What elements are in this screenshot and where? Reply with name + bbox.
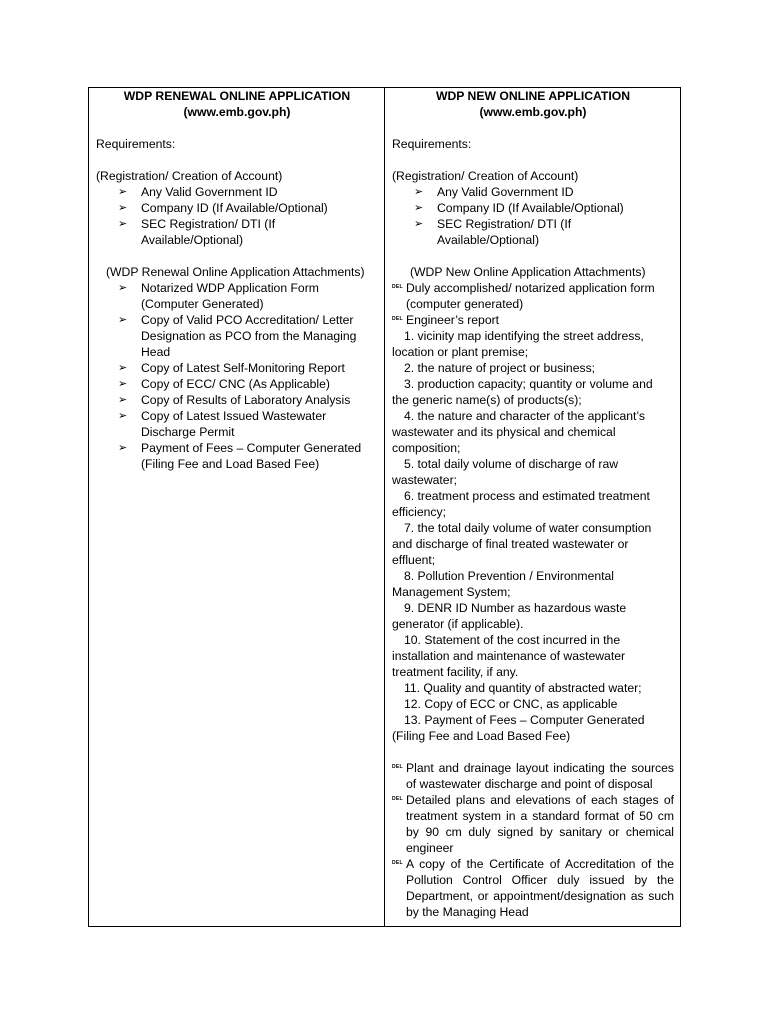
- text-line: location or plant premise;: [392, 345, 529, 359]
- renewal-column: [89, 88, 385, 927]
- numbered-item: [392, 488, 674, 520]
- text-line: (Filing Fee and Load Based Fee): [141, 457, 320, 471]
- del-marker-icon: DEL: [392, 316, 403, 322]
- text-line: Copy of ECC/ CNC (As Applicable): [141, 377, 330, 391]
- text-line: generator (if applicable).: [392, 617, 524, 631]
- text-line: SEC Registration/ DTI (If: [141, 217, 276, 231]
- text-line: Head: [141, 345, 171, 359]
- text-line: Copy of Latest Self-Monitoring Report: [141, 361, 345, 375]
- del-marker-icon: DEL: [392, 796, 403, 802]
- arrow-bullet-icon: ➢: [118, 218, 128, 230]
- text-line: effluent;: [392, 553, 436, 567]
- renewal-attachments-heading: (WDP Renewal Online Application Attachments): [106, 265, 365, 279]
- text-line: 4. the nature and character of the applicant’s: [404, 409, 645, 423]
- renewal-attachments-list: [96, 280, 378, 472]
- text-line: Any Valid Government ID: [437, 185, 574, 199]
- arrow-bullet-icon: ➢: [118, 394, 128, 406]
- text-line: A copy of the Certificate of Accreditation of the: [406, 857, 674, 871]
- new-del-top-list: [392, 280, 674, 328]
- text-line: Discharge Permit: [141, 425, 235, 439]
- text-line: Company ID (If Available/Optional): [437, 201, 624, 215]
- text-line: 7. the total daily volume of water consumption: [404, 521, 652, 535]
- list-item: [118, 216, 378, 248]
- numbered-item: [392, 696, 674, 712]
- text-line: 3. production capacity; quantity or volume and: [404, 377, 653, 391]
- text-line: Available/Optional): [141, 233, 244, 247]
- arrow-bullet-icon: ➢: [118, 378, 128, 390]
- list-item: [414, 200, 674, 216]
- renewal-registration-list: [96, 184, 378, 248]
- text-line: the generic name(s) of products(s);: [392, 393, 582, 407]
- text-line: SEC Registration/ DTI (If: [437, 217, 572, 231]
- arrow-bullet-icon: ➢: [118, 186, 128, 198]
- list-item: [118, 376, 378, 392]
- text-line: composition;: [392, 441, 461, 455]
- text-line: 5. total daily volume of discharge of raw: [404, 457, 619, 471]
- numbered-item: [392, 632, 674, 680]
- arrow-bullet-icon: ➢: [414, 218, 424, 230]
- text-line: Company ID (If Available/Optional): [141, 201, 328, 215]
- text-line: Copy of Valid PCO Accreditation/ Letter: [141, 313, 354, 327]
- text-line: Copy of Results of Laboratory Analysis: [141, 393, 351, 407]
- arrow-bullet-icon: ➢: [118, 362, 128, 374]
- new-column: [385, 88, 681, 927]
- numbered-item: [392, 360, 674, 376]
- text-line: and discharge of final treated wastewater or: [392, 537, 629, 551]
- list-item: [118, 360, 378, 376]
- list-item: [118, 200, 378, 216]
- text-line: 2. the nature of project or business;: [404, 361, 596, 375]
- list-item: [118, 312, 378, 360]
- text-line: Management System;: [392, 585, 511, 599]
- text-line: Available/Optional): [437, 233, 540, 247]
- text-line: 6. treatment process and estimated treatment: [404, 489, 650, 503]
- text-line: wastewater and its physical and chemical: [392, 425, 616, 439]
- new-title: WDP NEW ONLINE APPLICATION: [435, 89, 631, 103]
- del-list-item: [392, 280, 674, 312]
- arrow-bullet-icon: ➢: [118, 202, 128, 214]
- numbered-item: [392, 680, 674, 696]
- numbered-item: [392, 456, 674, 488]
- renewal-url: (www.emb.gov.ph): [183, 105, 291, 119]
- arrow-bullet-icon: ➢: [414, 202, 424, 214]
- del-list-item: [392, 856, 674, 920]
- new-requirements-label: Requirements:: [392, 137, 472, 151]
- requirements-table: [88, 87, 681, 927]
- arrow-bullet-icon: ➢: [118, 314, 128, 326]
- text-line: 9. DENR ID Number as hazardous waste: [404, 601, 627, 615]
- text-line: engineer: [406, 841, 454, 855]
- del-list-item: [392, 792, 674, 856]
- numbered-item: [392, 408, 674, 456]
- renewal-title: WDP RENEWAL ONLINE APPLICATION: [123, 89, 351, 103]
- list-item: [118, 280, 378, 312]
- renewal-registration-heading: (Registration/ Creation of Account): [96, 169, 283, 183]
- text-line: treatment facility, if any.: [392, 665, 519, 679]
- text-line: Department, or appointment/designation as such: [406, 889, 674, 903]
- list-item: [118, 408, 378, 440]
- text-line: Any Valid Government ID: [141, 185, 278, 199]
- text-line: Plant and drainage layout indicating the sources: [406, 761, 674, 775]
- numbered-item: [392, 600, 674, 632]
- renewal-requirements-label: Requirements:: [96, 137, 176, 151]
- arrow-bullet-icon: ➢: [118, 442, 128, 454]
- new-numbered-list: [392, 328, 674, 744]
- text-line: 13. Payment of Fees – Computer Generated: [404, 713, 645, 727]
- new-attachments-heading: (WDP New Online Application Attachments): [410, 265, 646, 279]
- new-registration-heading: (Registration/ Creation of Account): [392, 169, 579, 183]
- text-line: 8. Pollution Prevention / Environmental: [404, 569, 615, 583]
- text-line: 11. Quality and quantity of abstracted water;: [404, 681, 642, 695]
- text-line: by the Managing Head: [406, 905, 529, 919]
- text-line: wastewater;: [392, 473, 458, 487]
- del-list-item: [392, 760, 674, 792]
- list-item: [414, 216, 674, 248]
- del-marker-icon: DEL: [392, 284, 403, 290]
- text-line: (Computer Generated): [141, 297, 264, 311]
- numbered-item: [392, 376, 674, 408]
- text-line: 12. Copy of ECC or CNC, as applicable: [404, 697, 618, 711]
- numbered-item: [392, 520, 674, 568]
- del-marker-icon: DEL: [392, 860, 403, 866]
- numbered-item: [392, 568, 674, 600]
- text-line: (Filing Fee and Load Based Fee): [392, 729, 571, 743]
- list-item: [118, 440, 378, 472]
- del-marker-icon: DEL: [392, 764, 403, 770]
- text-line: Designation as PCO from the Managing: [141, 329, 357, 343]
- text-line: installation and maintenance of wastewater: [392, 649, 626, 663]
- list-item: [118, 392, 378, 408]
- text-line: 1. vicinity map identifying the street address,: [404, 329, 644, 343]
- text-line: treatment system in a standard format of 50 cm: [406, 809, 674, 823]
- text-line: Pollution Control Officer duly issued by the: [406, 873, 674, 887]
- new-registration-list: [392, 184, 674, 248]
- arrow-bullet-icon: ➢: [118, 410, 128, 422]
- numbered-item: [392, 328, 674, 360]
- text-line: Notarized WDP Application Form: [141, 281, 319, 295]
- new-del-bottom-list: [392, 760, 674, 920]
- numbered-item: [392, 712, 674, 744]
- text-line: Copy of Latest Issued Wastewater: [141, 409, 327, 423]
- arrow-bullet-icon: ➢: [118, 282, 128, 294]
- list-item: [118, 184, 378, 200]
- text-line: Engineer’s report: [406, 313, 500, 327]
- text-line: of wastewater discharge and point of disposal: [406, 777, 653, 791]
- text-line: efficiency;: [392, 505, 446, 519]
- list-item: [414, 184, 674, 200]
- new-url: (www.emb.gov.ph): [479, 105, 587, 119]
- del-list-item: [392, 312, 674, 328]
- text-line: Payment of Fees – Computer Generated: [141, 441, 362, 455]
- text-line: by 90 cm duly signed by sanitary or chemical: [406, 825, 674, 839]
- text-line: 10. Statement of the cost incurred in the: [404, 633, 621, 647]
- text-line: Detailed plans and elevations of each stages of: [406, 793, 674, 807]
- text-line: Duly accomplished/ notarized application form: [406, 281, 655, 295]
- text-line: (computer generated): [406, 297, 524, 311]
- arrow-bullet-icon: ➢: [414, 186, 424, 198]
